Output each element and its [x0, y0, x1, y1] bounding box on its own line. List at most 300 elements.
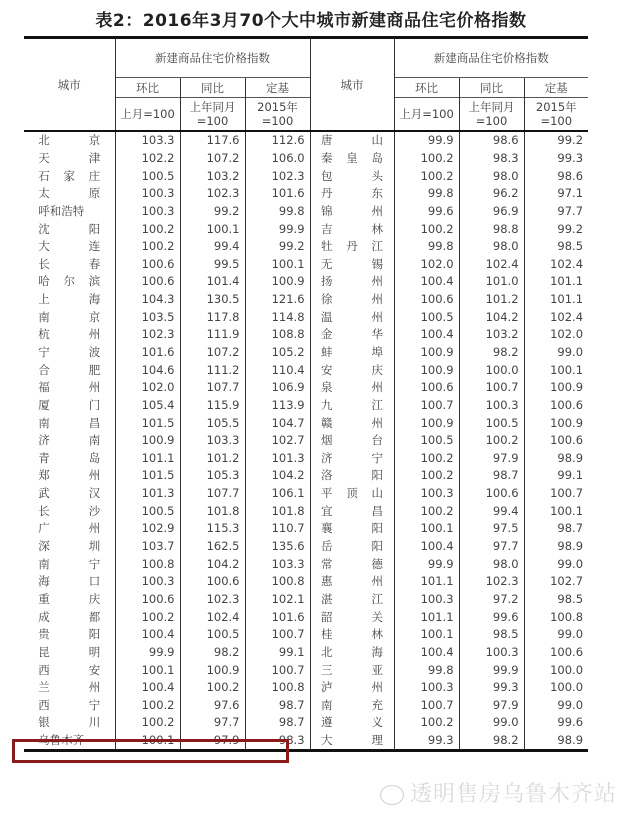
city-cell-right: 南 充	[310, 697, 394, 715]
city-cell-left: 宁 波	[38, 345, 101, 359]
yoy-value-right: 99.6	[459, 608, 524, 626]
mom-value-left: 105.4	[115, 397, 180, 415]
yoy-value-right: 99.0	[459, 714, 524, 732]
table-row	[24, 203, 588, 221]
city-cell-left: 太 原	[38, 186, 101, 201]
mom-value-left: 100.4	[115, 679, 180, 697]
city-cell-right: 洛 阳	[310, 467, 394, 485]
yoy-value-left: 111.9	[180, 326, 245, 344]
fixed-value-right: 100.6	[524, 432, 588, 450]
mom-value-right: 100.5	[394, 432, 459, 450]
table-row	[24, 714, 588, 732]
city-cell-left: 昆 明	[38, 644, 101, 659]
yoy-value-left: 100.6	[180, 573, 245, 591]
table-row	[24, 520, 588, 538]
city-cell-left: 乌鲁木齐	[38, 733, 85, 748]
mom-value-right: 100.3	[394, 591, 459, 609]
mom-value-right: 100.2	[394, 467, 459, 485]
mom-value-left: 100.2	[115, 608, 180, 626]
table-row	[24, 255, 588, 273]
mom-value-right: 100.6	[394, 379, 459, 397]
yoy-value-left: 99.4	[180, 238, 245, 256]
city-cell-left: 西 安	[38, 662, 101, 677]
yoy-value-right: 97.9	[459, 450, 524, 468]
fixed-value-left: 104.2	[245, 467, 310, 485]
mom-value-left: 100.5	[115, 167, 180, 185]
city-cell-left: 上 海	[38, 292, 101, 307]
fixed-value-right: 102.0	[524, 326, 588, 344]
fixed-value-left: 100.9	[245, 273, 310, 291]
mom-value-right: 100.4	[394, 538, 459, 556]
base-fixed-left: 2015年 =100	[245, 98, 310, 132]
yoy-value-right: 97.7	[459, 538, 524, 556]
yoy-value-left: 99.2	[180, 203, 245, 221]
table-row	[24, 732, 588, 751]
yoy-value-right: 99.4	[459, 502, 524, 520]
city-cell-right: 九 江	[310, 397, 394, 415]
city-cell-right: 唐 山	[310, 131, 394, 150]
fixed-value-right: 100.6	[524, 397, 588, 415]
fixed-value-right: 98.5	[524, 238, 588, 256]
mom-value-right: 100.2	[394, 502, 459, 520]
yoy-value-right: 99.9	[459, 661, 524, 679]
city-cell-right: 烟 台	[310, 432, 394, 450]
table-row	[24, 661, 588, 679]
city-cell-right: 韶 关	[310, 608, 394, 626]
yoy-value-right: 101.2	[459, 291, 524, 309]
table-row	[24, 344, 588, 362]
city-cell-left: 福 州	[38, 380, 101, 395]
yoy-value-left: 111.2	[180, 361, 245, 379]
yoy-value-right: 98.7	[459, 467, 524, 485]
city-cell-right: 蚌 埠	[310, 344, 394, 362]
fixed-value-left: 100.8	[245, 679, 310, 697]
table-row	[24, 131, 588, 150]
city-cell-left: 天 津	[38, 150, 101, 165]
mom-value-right: 99.9	[394, 555, 459, 573]
city-cell-left: 南 昌	[38, 415, 101, 430]
city-cell-left: 合 肥	[38, 362, 101, 377]
mom-value-right: 100.2	[394, 150, 459, 168]
base-fixed-right: 2015年 =100	[524, 98, 588, 132]
city-cell-right: 丹 东	[310, 185, 394, 203]
yoy-value-right: 100.2	[459, 432, 524, 450]
yoy-value-left: 105.5	[180, 414, 245, 432]
yoy-value-left: 101.2	[180, 450, 245, 468]
mom-value-right: 102.0	[394, 255, 459, 273]
fixed-value-left: 99.8	[245, 203, 310, 221]
fixed-value-left: 101.8	[245, 502, 310, 520]
table-row	[24, 626, 588, 644]
mom-value-left: 100.1	[115, 732, 180, 751]
mom-value-left: 101.5	[115, 414, 180, 432]
yoy-value-right: 100.7	[459, 379, 524, 397]
mom-value-left: 100.2	[115, 714, 180, 732]
mom-value-right: 99.8	[394, 661, 459, 679]
city-cell-left: 深 圳	[38, 539, 101, 554]
fixed-value-right: 100.6	[524, 644, 588, 662]
mom-value-left: 101.6	[115, 344, 180, 362]
yoy-value-left: 104.2	[180, 555, 245, 573]
fixed-value-right: 100.1	[524, 361, 588, 379]
fixed-value-left: 102.1	[245, 591, 310, 609]
fixed-value-right: 99.2	[524, 131, 588, 150]
yoy-value-left: 117.8	[180, 308, 245, 326]
mom-value-left: 100.8	[115, 555, 180, 573]
fixed-value-left: 135.6	[245, 538, 310, 556]
fixed-value-right: 100.8	[524, 608, 588, 626]
fixed-value-right: 99.0	[524, 697, 588, 715]
fixed-value-left: 113.9	[245, 397, 310, 415]
fixed-value-left: 105.2	[245, 344, 310, 362]
yoy-value-right: 98.0	[459, 555, 524, 573]
table-row	[24, 644, 588, 662]
table-row	[24, 450, 588, 468]
mom-value-right: 100.2	[394, 450, 459, 468]
fixed-value-right: 99.3	[524, 150, 588, 168]
city-cell-left: 西 宁	[38, 697, 101, 712]
yoy-value-left: 97.6	[180, 697, 245, 715]
yoy-value-left: 130.5	[180, 291, 245, 309]
yoy-value-right: 99.3	[459, 679, 524, 697]
fixed-value-left: 106.0	[245, 150, 310, 168]
city-cell-left: 长 沙	[38, 503, 101, 518]
yoy-value-right: 97.5	[459, 520, 524, 538]
base-yoy-right: 上年同月 =100	[459, 98, 524, 132]
yoy-value-left: 103.2	[180, 167, 245, 185]
city-cell-right: 无 锡	[310, 255, 394, 273]
fixed-value-right: 97.7	[524, 203, 588, 221]
group-header-left: 新建商品住宅价格指数	[115, 38, 310, 78]
fixed-value-left: 114.8	[245, 308, 310, 326]
yoy-value-left: 99.5	[180, 255, 245, 273]
table-body	[24, 131, 588, 751]
fixed-value-left: 100.8	[245, 573, 310, 591]
mom-value-left: 100.3	[115, 203, 180, 221]
fixed-value-right: 99.6	[524, 714, 588, 732]
mom-value-right: 100.9	[394, 344, 459, 362]
table-row	[24, 555, 588, 573]
table-row	[24, 273, 588, 291]
yoy-value-right: 98.6	[459, 131, 524, 150]
mom-value-right: 99.8	[394, 238, 459, 256]
table-row	[24, 679, 588, 697]
yoy-value-left: 101.8	[180, 502, 245, 520]
yoy-value-left: 102.3	[180, 591, 245, 609]
mom-value-left: 100.6	[115, 255, 180, 273]
mom-value-right: 101.1	[394, 608, 459, 626]
mom-value-right: 100.9	[394, 414, 459, 432]
fixed-value-left: 99.1	[245, 644, 310, 662]
fixed-value-right: 101.1	[524, 291, 588, 309]
yoy-value-left: 97.7	[180, 714, 245, 732]
city-cell-left: 南 宁	[38, 556, 101, 571]
city-cell-right: 遵 义	[310, 714, 394, 732]
col-yoy-left: 同比	[180, 78, 245, 98]
price-index-table	[24, 36, 588, 752]
fixed-value-left: 99.9	[245, 220, 310, 238]
table-row	[24, 361, 588, 379]
table-row	[24, 150, 588, 168]
mom-value-left: 104.3	[115, 291, 180, 309]
city-cell-left: 兰 州	[38, 680, 101, 695]
city-cell-right: 湛 江	[310, 591, 394, 609]
yoy-value-left: 100.9	[180, 661, 245, 679]
fixed-value-right: 99.0	[524, 344, 588, 362]
city-header-left: 城市	[24, 38, 115, 132]
mom-value-left: 100.3	[115, 185, 180, 203]
table-row	[24, 326, 588, 344]
yoy-value-right: 102.4	[459, 255, 524, 273]
fixed-value-left: 101.3	[245, 450, 310, 468]
mom-value-left: 103.7	[115, 538, 180, 556]
mom-value-left: 102.2	[115, 150, 180, 168]
city-cell-right: 吉 林	[310, 220, 394, 238]
table-row	[24, 308, 588, 326]
city-cell-left: 沈 阳	[38, 221, 101, 236]
table-row	[24, 697, 588, 715]
city-cell-left: 成 都	[38, 609, 101, 624]
fixed-value-right: 98.5	[524, 591, 588, 609]
mom-value-right: 100.2	[394, 714, 459, 732]
yoy-value-right: 96.2	[459, 185, 524, 203]
mom-value-right: 100.2	[394, 167, 459, 185]
fixed-value-right: 98.7	[524, 520, 588, 538]
table-row	[24, 591, 588, 609]
mom-value-right: 100.2	[394, 220, 459, 238]
mom-value-right: 99.3	[394, 732, 459, 751]
fixed-value-left: 99.2	[245, 238, 310, 256]
mom-value-right: 101.1	[394, 573, 459, 591]
fixed-value-right: 102.4	[524, 308, 588, 326]
city-cell-right: 襄 阳	[310, 520, 394, 538]
table-row	[24, 608, 588, 626]
yoy-value-left: 102.3	[180, 185, 245, 203]
mom-value-right: 99.8	[394, 185, 459, 203]
fixed-value-right: 99.1	[524, 467, 588, 485]
col-fixed-right: 定基	[524, 78, 588, 98]
yoy-value-right: 100.3	[459, 644, 524, 662]
table-row	[24, 291, 588, 309]
mom-value-right: 100.4	[394, 326, 459, 344]
col-yoy-right: 同比	[459, 78, 524, 98]
city-cell-right: 泉 州	[310, 379, 394, 397]
city-cell-right: 三 亚	[310, 661, 394, 679]
mom-value-right: 100.1	[394, 626, 459, 644]
city-cell-right: 扬 州	[310, 273, 394, 291]
city-cell-left: 北 京	[38, 133, 101, 148]
city-cell-right: 北 海	[310, 644, 394, 662]
yoy-value-right: 98.0	[459, 167, 524, 185]
mom-value-left: 103.3	[115, 131, 180, 150]
mom-value-right: 100.3	[394, 485, 459, 503]
city-cell-right: 济 宁	[310, 450, 394, 468]
yoy-value-right: 98.0	[459, 238, 524, 256]
yoy-value-left: 103.3	[180, 432, 245, 450]
yoy-value-right: 98.2	[459, 344, 524, 362]
fixed-value-right: 98.9	[524, 538, 588, 556]
fixed-value-right: 98.9	[524, 450, 588, 468]
mom-value-right: 100.5	[394, 308, 459, 326]
yoy-value-right: 100.6	[459, 485, 524, 503]
city-cell-right: 宜 昌	[310, 502, 394, 520]
mom-value-left: 100.6	[115, 591, 180, 609]
fixed-value-left: 98.7	[245, 697, 310, 715]
yoy-value-right: 102.3	[459, 573, 524, 591]
table-row	[24, 238, 588, 256]
city-cell-left: 贵 阳	[38, 627, 101, 642]
city-header-right: 城市	[310, 38, 394, 132]
city-cell-right: 锦 州	[310, 203, 394, 221]
fixed-value-left: 100.7	[245, 626, 310, 644]
fixed-value-right: 99.0	[524, 555, 588, 573]
mom-value-left: 100.2	[115, 220, 180, 238]
city-cell-right: 平 顶 山	[310, 485, 394, 503]
yoy-value-right: 100.0	[459, 361, 524, 379]
yoy-value-left: 105.3	[180, 467, 245, 485]
yoy-value-left: 117.6	[180, 131, 245, 150]
mom-value-left: 102.0	[115, 379, 180, 397]
table-row	[24, 397, 588, 415]
yoy-value-right: 97.9	[459, 697, 524, 715]
fixed-value-left: 100.7	[245, 661, 310, 679]
fixed-value-right: 100.9	[524, 379, 588, 397]
city-cell-right: 大 理	[310, 732, 394, 751]
city-cell-right: 安 庆	[310, 361, 394, 379]
mom-value-left: 100.5	[115, 502, 180, 520]
table-row	[24, 432, 588, 450]
table-row	[24, 379, 588, 397]
yoy-value-left: 107.7	[180, 379, 245, 397]
fixed-value-right: 100.1	[524, 502, 588, 520]
yoy-value-left: 102.4	[180, 608, 245, 626]
yoy-value-left: 100.2	[180, 679, 245, 697]
city-cell-left: 大 连	[38, 239, 101, 254]
table-row	[24, 485, 588, 503]
fixed-value-left: 101.6	[245, 608, 310, 626]
mom-value-right: 100.7	[394, 397, 459, 415]
col-fixed-left: 定基	[245, 78, 310, 98]
fixed-value-right: 101.1	[524, 273, 588, 291]
fixed-value-right: 98.9	[524, 732, 588, 751]
city-cell-right: 秦 皇 岛	[310, 150, 394, 168]
fixed-value-left: 102.3	[245, 167, 310, 185]
yoy-value-left: 115.3	[180, 520, 245, 538]
city-cell-right: 常 德	[310, 555, 394, 573]
base-yoy-left: 上年同月 =100	[180, 98, 245, 132]
city-cell-left: 呼和浩特	[38, 203, 85, 218]
mom-value-left: 104.6	[115, 361, 180, 379]
fixed-value-left: 101.6	[245, 185, 310, 203]
fixed-value-right: 102.7	[524, 573, 588, 591]
mom-value-right: 100.4	[394, 273, 459, 291]
city-cell-right: 牡 丹 江	[310, 238, 394, 256]
yoy-value-left: 100.1	[180, 220, 245, 238]
city-cell-right: 桂 林	[310, 626, 394, 644]
fixed-value-right: 102.4	[524, 255, 588, 273]
yoy-value-right: 97.2	[459, 591, 524, 609]
city-cell-left: 郑 州	[38, 468, 101, 483]
base-mom-left: 上月=100	[115, 98, 180, 132]
mom-value-right: 100.1	[394, 520, 459, 538]
table-row	[24, 502, 588, 520]
yoy-value-left: 97.9	[180, 732, 245, 751]
city-cell-left: 济 南	[38, 433, 101, 448]
city-cell-left: 银 川	[38, 715, 101, 730]
yoy-value-right: 98.5	[459, 626, 524, 644]
table-title: 表2：2016年3月70个大中城市新建商品住宅价格指数	[95, 11, 527, 31]
city-cell-left: 重 庆	[38, 591, 101, 606]
yoy-value-right: 104.2	[459, 308, 524, 326]
table-row	[24, 573, 588, 591]
yoy-value-left: 98.2	[180, 644, 245, 662]
mom-value-left: 100.2	[115, 238, 180, 256]
fixed-value-left: 102.7	[245, 432, 310, 450]
fixed-value-left: 108.8	[245, 326, 310, 344]
fixed-value-right: 100.7	[524, 485, 588, 503]
fixed-value-left: 112.6	[245, 131, 310, 150]
fixed-value-right: 99.2	[524, 220, 588, 238]
table-row	[24, 185, 588, 203]
yoy-value-right: 96.9	[459, 203, 524, 221]
yoy-value-right: 100.5	[459, 414, 524, 432]
yoy-value-left: 100.5	[180, 626, 245, 644]
mom-value-left: 99.9	[115, 644, 180, 662]
city-cell-left: 杭 州	[38, 327, 101, 342]
mom-value-left: 100.6	[115, 273, 180, 291]
mom-value-left: 100.1	[115, 661, 180, 679]
fixed-value-left: 98.3	[245, 732, 310, 751]
fixed-value-right: 99.0	[524, 626, 588, 644]
mom-value-right: 100.3	[394, 679, 459, 697]
city-cell-left: 海 口	[38, 574, 101, 589]
mom-value-left: 100.9	[115, 432, 180, 450]
fixed-value-right: 100.0	[524, 661, 588, 679]
fixed-value-left: 103.3	[245, 555, 310, 573]
fixed-value-right: 100.9	[524, 414, 588, 432]
mom-value-left: 100.3	[115, 573, 180, 591]
mom-value-left: 102.9	[115, 520, 180, 538]
mom-value-left: 102.3	[115, 326, 180, 344]
yoy-value-right: 100.3	[459, 397, 524, 415]
yoy-value-left: 101.4	[180, 273, 245, 291]
table-row	[24, 467, 588, 485]
mom-value-left: 103.5	[115, 308, 180, 326]
mom-value-left: 100.2	[115, 697, 180, 715]
city-cell-right: 金 华	[310, 326, 394, 344]
wechat-icon	[380, 785, 404, 805]
city-cell-left: 石 家 庄	[38, 168, 101, 183]
city-cell-right: 泸 州	[310, 679, 394, 697]
fixed-value-left: 106.1	[245, 485, 310, 503]
yoy-value-right: 98.8	[459, 220, 524, 238]
mom-value-right: 100.6	[394, 291, 459, 309]
yoy-value-left: 107.2	[180, 344, 245, 362]
mom-value-left: 101.1	[115, 450, 180, 468]
fixed-value-left: 110.7	[245, 520, 310, 538]
mom-value-right: 100.4	[394, 644, 459, 662]
city-cell-left: 武 汉	[38, 486, 101, 501]
yoy-value-left: 107.2	[180, 150, 245, 168]
fixed-value-left: 98.7	[245, 714, 310, 732]
fixed-value-right: 97.1	[524, 185, 588, 203]
mom-value-right: 100.7	[394, 697, 459, 715]
yoy-value-right: 101.0	[459, 273, 524, 291]
fixed-value-left: 104.7	[245, 414, 310, 432]
base-mom-right: 上月=100	[394, 98, 459, 132]
city-cell-left: 哈 尔 滨	[38, 274, 101, 289]
mom-value-right: 99.9	[394, 131, 459, 150]
